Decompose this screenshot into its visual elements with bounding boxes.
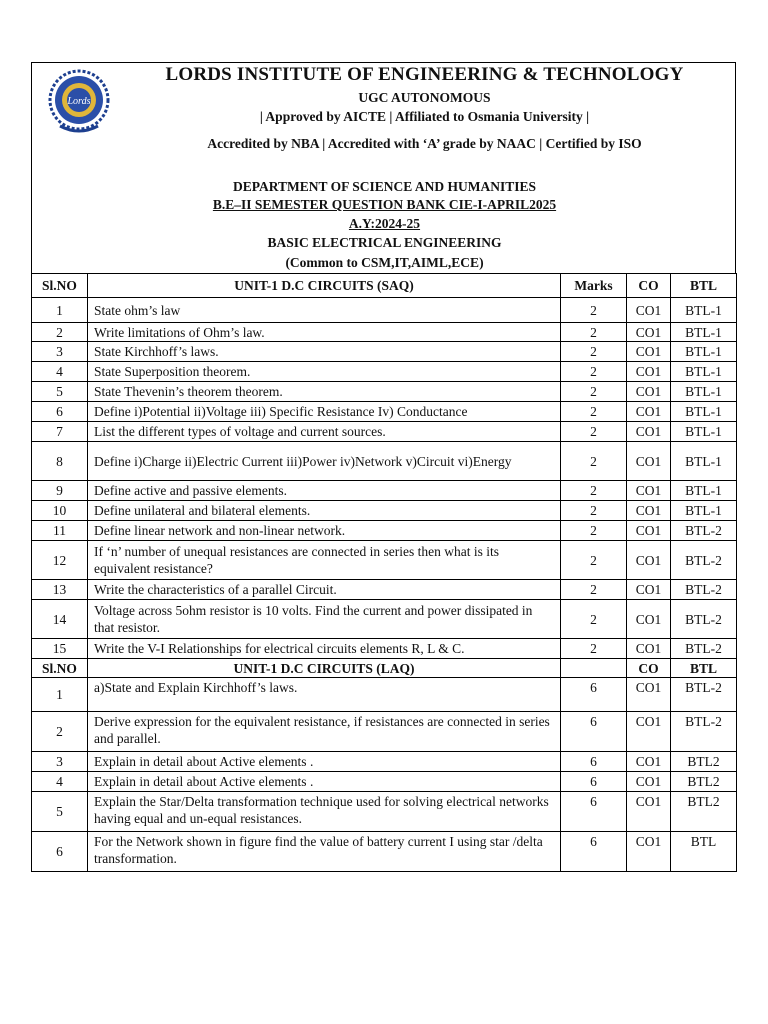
header-btl: BTL	[671, 274, 737, 298]
saq-row	[32, 402, 737, 422]
question-marks: 2	[561, 382, 627, 402]
question-number: 4	[32, 772, 88, 792]
course-outcome: CO1	[627, 481, 671, 501]
question-number: 2	[32, 712, 88, 752]
blooms-level: BTL-1	[671, 298, 737, 323]
blooms-level: BTL-1	[671, 362, 737, 382]
department-title: DEPARTMENT OF SCIENCE AND HUMANITIES	[232, 179, 537, 194]
document-header	[31, 62, 736, 273]
saq-row	[32, 422, 737, 442]
laq-row	[32, 678, 737, 712]
laq-row	[32, 832, 737, 872]
question-text: State Kirchhoff’s laws.	[88, 342, 561, 362]
question-marks: 2	[561, 298, 627, 323]
blooms-level: BTL-2	[671, 541, 737, 580]
laq-section	[32, 659, 737, 872]
blooms-level: BTL-2	[671, 521, 737, 541]
blooms-level: BTL-2	[671, 600, 737, 639]
header-laq-title: UNIT-1 D.C CIRCUITS (LAQ)	[88, 659, 561, 678]
question-text: If ‘n’ number of unequal resistances are connected in series then what is its equivalent resistance?	[88, 541, 561, 580]
saq-row	[32, 600, 737, 639]
course-outcome: CO1	[627, 521, 671, 541]
header-marks: Marks	[561, 274, 627, 298]
question-number: 15	[32, 639, 88, 659]
header-slno: Sl.NO	[32, 659, 88, 678]
question-table	[31, 273, 737, 872]
blooms-level: BTL-1	[671, 501, 737, 521]
blooms-level: BTL2	[671, 792, 737, 832]
question-marks: 2	[561, 580, 627, 600]
question-marks: 2	[561, 323, 627, 342]
question-number: 6	[32, 402, 88, 422]
course-outcome: CO1	[627, 362, 671, 382]
question-number: 1	[32, 298, 88, 323]
blooms-level: BTL-1	[671, 342, 737, 362]
saq-header-row	[32, 274, 737, 298]
laq-row	[32, 712, 737, 752]
saq-row	[32, 580, 737, 600]
laq-row	[32, 752, 737, 772]
common-branches: (Common to CSM,IT,AIML,ECE)	[285, 255, 484, 270]
blooms-level: BTL-2	[671, 678, 737, 712]
subject-title: BASIC ELECTRICAL ENGINEERING	[267, 235, 502, 250]
question-marks: 6	[561, 678, 627, 712]
laq-header-row	[32, 659, 737, 678]
question-number: 14	[32, 600, 88, 639]
accreditation-line: Accredited by NBA | Accredited with ‘A’ grade by NAAC | Certified by ISO	[207, 136, 642, 151]
question-marks: 6	[561, 712, 627, 752]
question-text: List the different types of voltage and current sources.	[88, 422, 561, 442]
approval-line: | Approved by AICTE | Affiliated to Osmania University |	[259, 109, 590, 124]
question-number: 10	[32, 501, 88, 521]
question-text: Explain the Star/Delta transformation technique used for solving electrical networks having equal and un-equal resistances.	[88, 792, 561, 832]
question-marks: 2	[561, 442, 627, 481]
question-text: Define i)Potential ii)Voltage iii) Specific Resistance Iv) Conductance	[88, 402, 561, 422]
question-number: 8	[32, 442, 88, 481]
saq-row	[32, 323, 737, 342]
question-number: 7	[32, 422, 88, 442]
question-text: State ohm’s law	[88, 298, 561, 323]
header-marks	[561, 659, 627, 678]
blooms-level: BTL-1	[671, 481, 737, 501]
question-text: Define linear network and non-linear network.	[88, 521, 561, 541]
question-text: For the Network shown in figure find the value of battery current I using star /delta transformation.	[88, 832, 561, 872]
course-outcome: CO1	[627, 832, 671, 872]
question-text: State Superposition theorem.	[88, 362, 561, 382]
saq-row	[32, 521, 737, 541]
question-marks: 2	[561, 600, 627, 639]
blooms-level: BTL-1	[671, 323, 737, 342]
saq-row	[32, 501, 737, 521]
course-outcome: CO1	[627, 402, 671, 422]
header-btl: BTL	[671, 659, 737, 678]
question-marks: 2	[561, 541, 627, 580]
course-outcome: CO1	[627, 772, 671, 792]
course-outcome: CO1	[627, 323, 671, 342]
saq-row	[32, 342, 737, 362]
question-marks: 2	[561, 481, 627, 501]
question-number: 4	[32, 362, 88, 382]
question-marks: 6	[561, 752, 627, 772]
question-marks: 6	[561, 832, 627, 872]
question-text: Write the characteristics of a parallel Circuit.	[88, 580, 561, 600]
question-text: Define i)Charge ii)Electric Current iii)Power iv)Network v)Circuit vi)Energy	[88, 442, 561, 481]
course-outcome: CO1	[627, 298, 671, 323]
course-outcome: CO1	[627, 342, 671, 362]
course-outcome: CO1	[627, 678, 671, 712]
header-co: CO	[627, 659, 671, 678]
question-text: Write limitations of Ohm’s law.	[88, 323, 561, 342]
question-marks: 2	[561, 422, 627, 442]
course-outcome: CO1	[627, 541, 671, 580]
question-number: 3	[32, 342, 88, 362]
question-text: Derive expression for the equivalent resistance, if resistances are connected in series and parallel.	[88, 712, 561, 752]
saq-row	[32, 481, 737, 501]
header-slno: Sl.NO	[32, 274, 88, 298]
blooms-level: BTL-1	[671, 422, 737, 442]
question-text: Define active and passive elements.	[88, 481, 561, 501]
question-number: 11	[32, 521, 88, 541]
laq-row	[32, 792, 737, 832]
blooms-level: BTL-2	[671, 580, 737, 600]
course-outcome: CO1	[627, 792, 671, 832]
question-text: a)State and Explain Kirchhoff’s laws.	[88, 678, 561, 712]
question-text: Voltage across 5ohm resistor is 10 volts. Find the current and power dissipated in that resistor.	[88, 600, 561, 639]
blooms-level: BTL2	[671, 772, 737, 792]
saq-row	[32, 442, 737, 481]
question-bank-sheet	[31, 62, 736, 872]
saq-row	[32, 362, 737, 382]
institute-name: LORDS INSTITUTE OF ENGINEERING & TECHNOLOGY	[165, 64, 684, 85]
question-number: 2	[32, 323, 88, 342]
course-outcome: CO1	[627, 442, 671, 481]
question-text: State Thevenin’s theorem theorem.	[88, 382, 561, 402]
blooms-level: BTL-1	[671, 402, 737, 422]
question-number: 9	[32, 481, 88, 501]
blooms-level: BTL-2	[671, 639, 737, 659]
header-co: CO	[627, 274, 671, 298]
header-saq-title: UNIT-1 D.C CIRCUITS (SAQ)	[88, 274, 561, 298]
laq-row	[32, 772, 737, 792]
blooms-level: BTL-2	[671, 712, 737, 752]
course-outcome: CO1	[627, 382, 671, 402]
course-outcome: CO1	[627, 422, 671, 442]
question-marks: 2	[561, 362, 627, 382]
saq-row	[32, 298, 737, 323]
question-marks: 2	[561, 639, 627, 659]
question-text: Write the V-I Relationships for electrical circuits elements R, L & C.	[88, 639, 561, 659]
question-text: Define unilateral and bilateral elements.	[88, 501, 561, 521]
question-bank-title: B.E–II SEMESTER QUESTION BANK CIE-I-APRIL2025	[212, 197, 557, 212]
course-outcome: CO1	[627, 501, 671, 521]
question-marks: 2	[561, 501, 627, 521]
autonomous-status: UGC AUTONOMOUS	[358, 90, 491, 105]
question-marks: 2	[561, 402, 627, 422]
saq-section	[32, 274, 737, 659]
svg-text:Lords: Lords	[67, 96, 91, 107]
blooms-level: BTL2	[671, 752, 737, 772]
blooms-level: BTL-1	[671, 442, 737, 481]
blooms-level: BTL	[671, 832, 737, 872]
question-marks: 6	[561, 792, 627, 832]
course-outcome: CO1	[627, 752, 671, 772]
saq-row	[32, 382, 737, 402]
course-outcome: CO1	[627, 712, 671, 752]
question-number: 12	[32, 541, 88, 580]
question-marks: 2	[561, 521, 627, 541]
blooms-level: BTL-1	[671, 382, 737, 402]
question-number: 13	[32, 580, 88, 600]
saq-row	[32, 541, 737, 580]
saq-row	[32, 639, 737, 659]
question-text: Explain in detail about Active elements .	[88, 772, 561, 792]
academic-year: A.Y:2024-25	[348, 216, 421, 231]
course-outcome: CO1	[627, 639, 671, 659]
course-outcome: CO1	[627, 600, 671, 639]
question-number: 1	[32, 678, 88, 712]
course-outcome: CO1	[627, 580, 671, 600]
question-number: 6	[32, 832, 88, 872]
question-marks: 2	[561, 342, 627, 362]
question-text: Explain in detail about Active elements .	[88, 752, 561, 772]
question-number: 3	[32, 752, 88, 772]
question-marks: 6	[561, 772, 627, 792]
question-number: 5	[32, 382, 88, 402]
question-number: 5	[32, 792, 88, 832]
